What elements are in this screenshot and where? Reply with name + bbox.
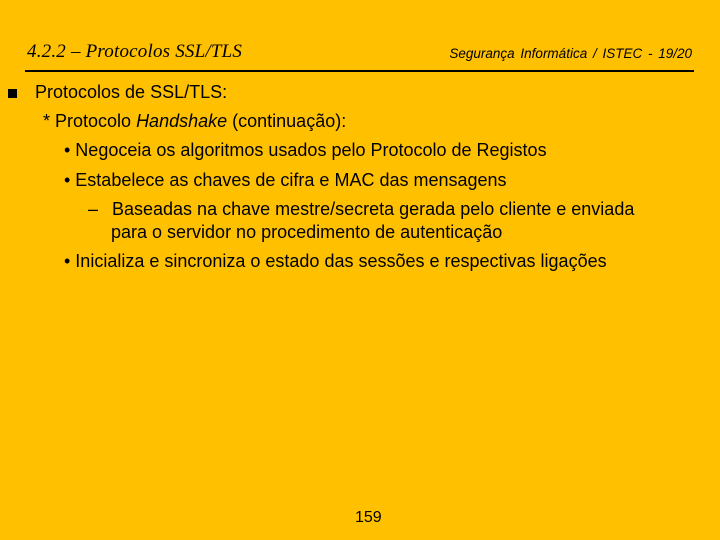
item-2-suffix: (continuação):: [227, 111, 347, 131]
section-title: 4.2.2 – Protocolos SSL/TLS: [27, 41, 243, 62]
bullet-item-6: • Inicializa e sincroniza o estado das sessões e respectivas ligações: [64, 251, 607, 271]
bullet-item-4: • Estabelece as chaves de cifra e MAC das mensagens: [64, 170, 507, 190]
bullet-item-3: • Negoceia os algoritmos usados pelo Protocolo de Registos: [64, 140, 547, 160]
page-number: 159: [355, 509, 382, 526]
dash-bullet: –: [88, 199, 99, 219]
item-2-italic: Handshake: [136, 111, 228, 131]
bullet-item-5-continued: para o servidor no procedimento de autenticação: [111, 222, 503, 242]
bullet-item-1: Protocolos de SSL/TLS:: [35, 82, 228, 102]
bullet-item-5: [88, 199, 634, 220]
bullet-item-2: [43, 111, 346, 132]
course-info: Segurança Informática / ISTEC - 19/20: [449, 46, 692, 61]
item-2-prefix: * Protocolo: [43, 111, 137, 131]
item-5-line-1: Baseadas na chave mestre/secreta gerada pelo cliente e enviada: [112, 199, 635, 219]
header-divider: [25, 70, 694, 72]
square-bullet-icon: [8, 89, 17, 98]
